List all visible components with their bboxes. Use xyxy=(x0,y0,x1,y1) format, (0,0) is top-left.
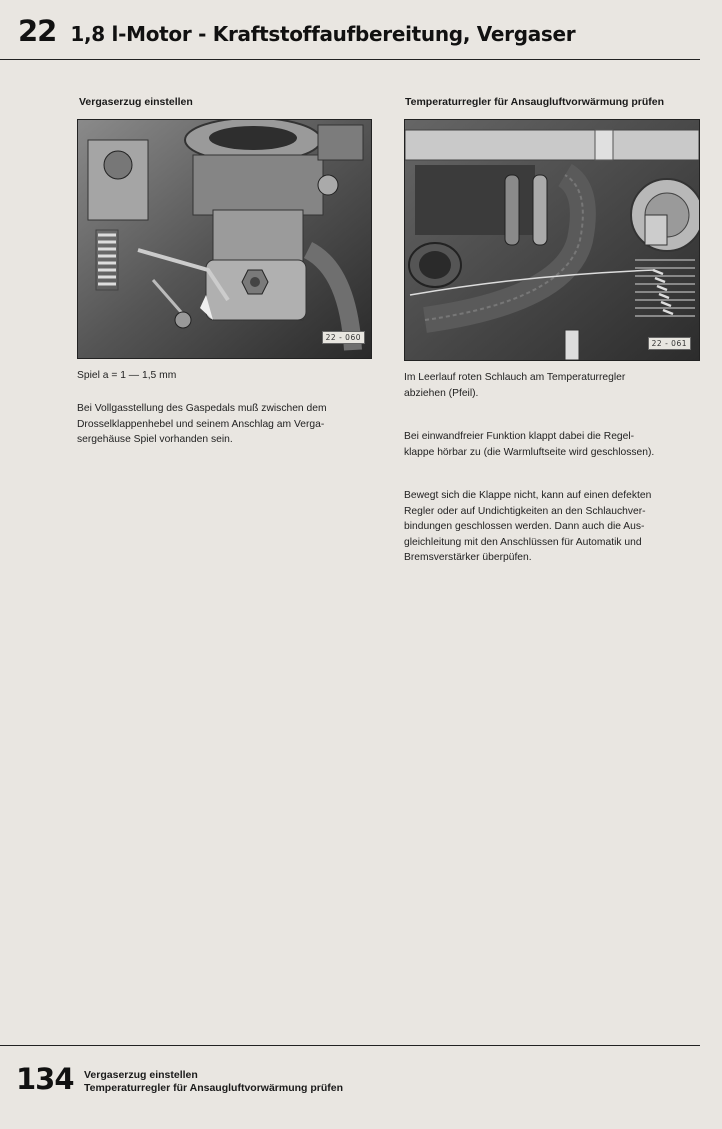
header-rule xyxy=(0,59,700,60)
right-paragraph-1: Im Leerlauf roten Schlauch am Temperaturregler abziehen (Pfeil). xyxy=(404,372,626,399)
left-section-heading: Vergaserzug einstellen xyxy=(79,96,193,108)
left-photo-code: 22 - 060 xyxy=(322,331,365,344)
page-number: 134 xyxy=(16,1062,74,1096)
right-paragraph-3: Bewegt sich die Klappe nicht, kann auf einen defekten Regler oder auf Undichtigkeiten an den Schlauchver- bindungen geschlossen werden. Dann auch die Aus- gleichleitung mit den Anschlüssen für Automatik und Bremsverstärker überpüfen. xyxy=(404,490,652,563)
right-section-heading: Temperaturregler für Ansaugluftvorwärmung prüfen xyxy=(405,96,665,108)
page-header xyxy=(18,14,575,54)
footer-topic-1: Vergaserzug einstellen xyxy=(84,1069,198,1081)
temperature-regulator-photo-illustration xyxy=(405,120,699,360)
carburetor-photo xyxy=(77,119,372,359)
right-paragraph-2: Bei einwandfreier Funktion klappt dabei die Regel- klappe hörbar zu (die Warmluftseite wird geschlossen). xyxy=(404,431,655,458)
temperature-regulator-photo xyxy=(404,119,700,361)
footer-rule xyxy=(0,1045,700,1046)
footer-topics xyxy=(84,1069,343,1095)
right-photo-code: 22 - 061 xyxy=(648,337,691,350)
footer-topic-2: Temperaturregler für Ansaugluftvorwärmung prüfen xyxy=(84,1082,344,1094)
left-body-text: Bei Vollgasstellung des Gaspedals muß zwischen dem Drosselklappenhebel und seinem Anschlag am Verga- sergehäuse Spiel vorhanden sein. xyxy=(77,403,327,445)
chapter-number: 22 xyxy=(18,14,57,48)
carburetor-photo-illustration xyxy=(78,120,371,358)
left-caption: Spiel a = 1 — 1,5 mm xyxy=(77,370,177,381)
chapter-title: 1,8 l-Motor - Kraftstoffaufbereitung, Vergaser xyxy=(70,22,576,46)
